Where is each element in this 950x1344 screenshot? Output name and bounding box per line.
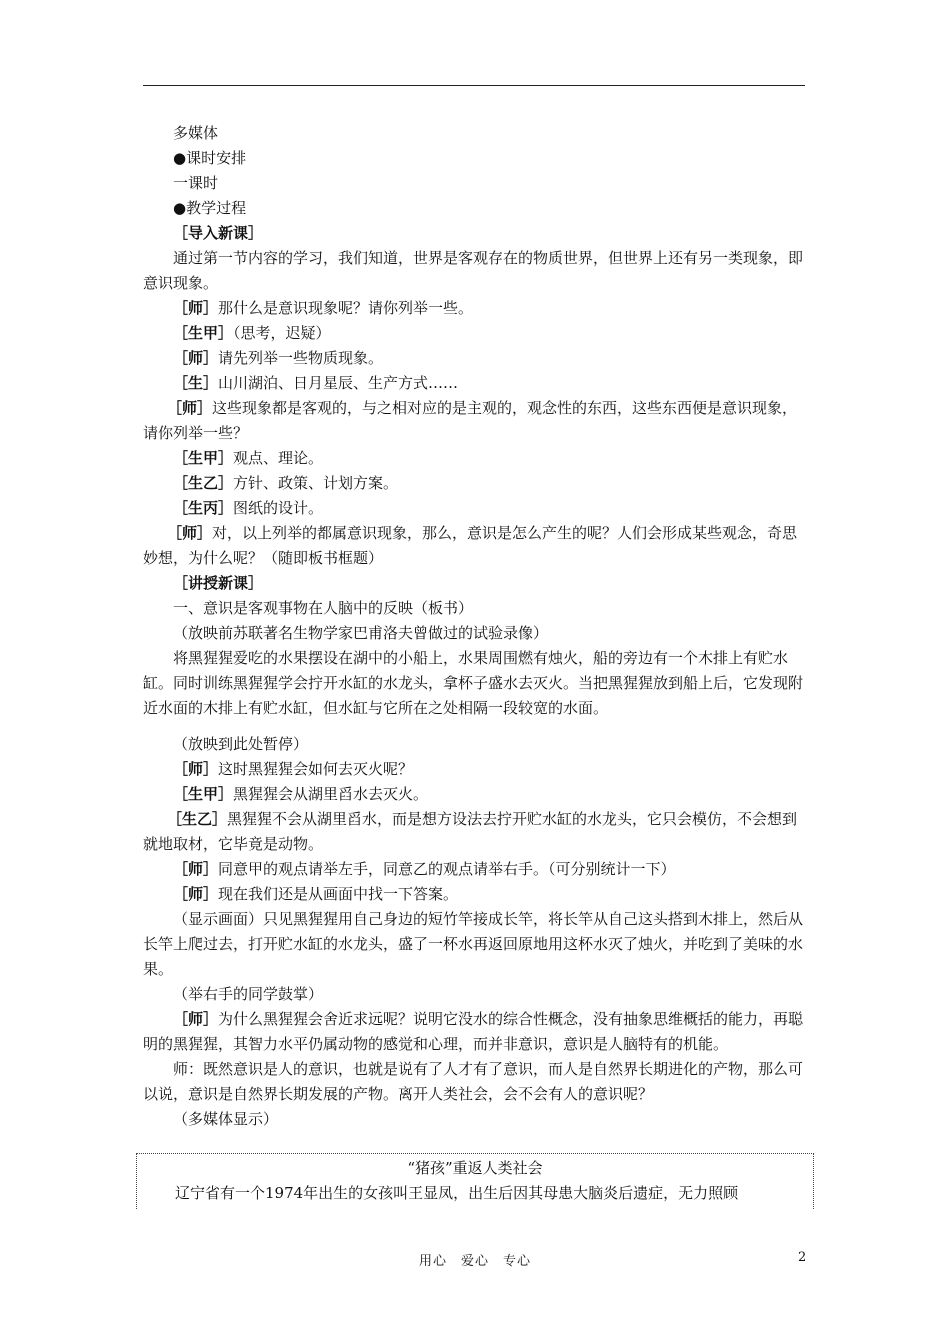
- paragraph: [143, 121, 807, 146]
- paragraph-text: ●课时安排: [173, 149, 247, 167]
- paragraph-text: （举右手的同学鼓掌）: [173, 985, 324, 1003]
- paragraph-text: 山川湖泊、日月星辰、生产方式……: [218, 374, 459, 392]
- paragraph-text: 那什么是意识现象呢？请你列举一些。: [218, 299, 474, 317]
- paragraph-text: （多媒体显示）: [173, 1110, 279, 1128]
- paragraph: [143, 346, 807, 371]
- paragraph: [143, 732, 807, 757]
- speaker-tag: ［师］: [167, 399, 213, 417]
- paragraph: [143, 296, 807, 321]
- speaker-tag: ［导入新课］: [173, 224, 264, 242]
- speaker-tag: ［生甲］: [173, 785, 234, 803]
- paragraph-text: 请先列举一些物质现象。: [218, 349, 384, 367]
- speaker-tag: ［师］: [167, 524, 213, 542]
- speaker-tag: ［生乙］: [167, 810, 228, 828]
- paragraph: [143, 1107, 807, 1132]
- speaker-tag: ［生乙］: [173, 474, 234, 492]
- paragraph: [143, 171, 807, 196]
- page-number: 2: [798, 1250, 807, 1265]
- paragraph: [143, 221, 807, 246]
- box-title: “猪孩”重返人类社会: [407, 1159, 543, 1177]
- paragraph: [143, 782, 807, 807]
- speaker-tag: ［师］: [173, 760, 219, 778]
- paragraph: [143, 521, 807, 571]
- paragraph-text: （思考，迟疑）: [233, 324, 331, 342]
- paragraph: [143, 807, 807, 857]
- paragraph: [143, 371, 807, 396]
- paragraph: [143, 882, 807, 907]
- speaker-tag: ［师］: [173, 860, 219, 878]
- paragraph-gap: [143, 721, 807, 732]
- paragraph-text: 方针、政策、计划方案。: [233, 474, 399, 492]
- paragraph-text: ●教学过程: [173, 199, 247, 217]
- paragraph-text: （放映到此处暂停）: [173, 735, 309, 753]
- paragraph: [143, 982, 807, 1007]
- speaker-tag: ［生丙］: [173, 499, 234, 517]
- paragraph: [143, 907, 807, 982]
- box-body: 辽宁省有一个1974年出生的女孩叫王显凤，出生后因其母患大脑炎后遗症，无力照顾: [175, 1184, 739, 1202]
- paragraph-text: 对，以上列举的都属意识现象，那么，意识是怎么产生的呢？人们会形成某些观念，奇思妙想，为什么呢？（随即板书框题）: [143, 524, 798, 567]
- paragraph-text: （显示画面）只见黑猩猩用自己身边的短竹竿接成长竿，将长竿从自己这头搭到木排上，然后从长竿上爬过去，打开贮水缸的水龙头，盛了一杯水再返回原地用这杯水灭了烛火，并吃到了美味的水果。: [143, 910, 804, 978]
- paragraph-text: 将黑猩猩爱吃的水果摆设在湖中的小船上，水果周围燃有烛火，船的旁边有一个木排上有贮水缸。同时训练黑猩猩学会拧开水缸的水龙头，拿杯子盛水去灭火。当把黑猩猩放到船上后，它发现附近水面的木排上有贮水缸，但水缸与它所在之处相隔一段较宽的水面。: [143, 649, 804, 717]
- paragraph: [143, 857, 807, 882]
- speaker-tag: ［生甲］: [173, 324, 234, 342]
- paragraph: [143, 1007, 807, 1057]
- speaker-tag: ［讲授新课］: [173, 574, 264, 592]
- paragraph-text: 黑猩猩会从湖里舀水去灭火。: [233, 785, 429, 803]
- document-body: [143, 121, 807, 1132]
- paragraph-text: 现在我们还是从画面中找一下答案。: [218, 885, 459, 903]
- paragraph: [143, 471, 807, 496]
- paragraph-text: 为什么黑猩猩会舍近求远呢？说明它没水的综合性概念，没有抽象思维概括的能力，再聪明的黑猩猩，其智力水平仍属动物的感觉和心理，而并非意识，意识是人脑特有的机能。: [143, 1010, 804, 1053]
- paragraph-text: 同意甲的观点请举左手，同意乙的观点请举右手。（可分别统计一下）: [218, 860, 676, 878]
- paragraph: [143, 571, 807, 596]
- paragraph: [143, 496, 807, 521]
- paragraph: [143, 196, 807, 221]
- speaker-tag: ［生甲］: [173, 449, 234, 467]
- paragraph-text: 这些现象都是客观的，与之相对应的是主观的，观念性的东西，这些东西便是意识现象，请你列举一些？: [143, 399, 798, 442]
- paragraph: [143, 621, 807, 646]
- paragraph-text: 一、意识是客观事物在人脑中的反映（板书）: [173, 599, 474, 617]
- paragraph-text: 师：既然意识是人的意识，也就是说有了人才有了意识，而人是自然界长期进化的产物，那么可以说，意识是自然界长期发展的产物。离开人类社会，会不会有人的意识呢？: [143, 1060, 804, 1103]
- speaker-tag: ［师］: [173, 1010, 219, 1028]
- paragraph-text: 图纸的设计。: [233, 499, 324, 517]
- paragraph: [143, 321, 807, 346]
- paragraph-text: 通过第一节内容的学习，我们知道，世界是客观存在的物质世界，但世界上还有另一类现象，即意识现象。: [143, 249, 804, 292]
- paragraph: [143, 757, 807, 782]
- header-rule: [143, 85, 805, 86]
- paragraph: [143, 1057, 807, 1107]
- paragraph: [143, 596, 807, 621]
- paragraph-text: （放映前苏联著名生物学家巴甫洛夫曾做过的试验录像）: [173, 624, 549, 642]
- speaker-tag: ［师］: [173, 349, 219, 367]
- multimedia-text-box: [136, 1153, 814, 1209]
- paragraph-text: 黑猩猩不会从湖里舀水，而是想方设法去拧开贮水缸的水龙头，它只会模仿，不会想到就地取材，它毕竟是动物。: [143, 810, 798, 853]
- speaker-tag: ［师］: [173, 299, 219, 317]
- paragraph-text: 一课时: [173, 174, 219, 192]
- footer-motto: 用心 爱心 专心: [418, 1254, 531, 1269]
- paragraph-text: 观点、理论。: [233, 449, 324, 467]
- paragraph-text: 这时黑猩猩会如何去灭火呢？: [218, 760, 414, 778]
- paragraph: [143, 396, 807, 446]
- paragraph: [143, 246, 807, 296]
- paragraph: [143, 146, 807, 171]
- paragraph-text: 多媒体: [173, 124, 219, 142]
- paragraph: [143, 446, 807, 471]
- speaker-tag: ［师］: [173, 885, 219, 903]
- speaker-tag: ［生］: [173, 374, 219, 392]
- paragraph: [143, 646, 807, 721]
